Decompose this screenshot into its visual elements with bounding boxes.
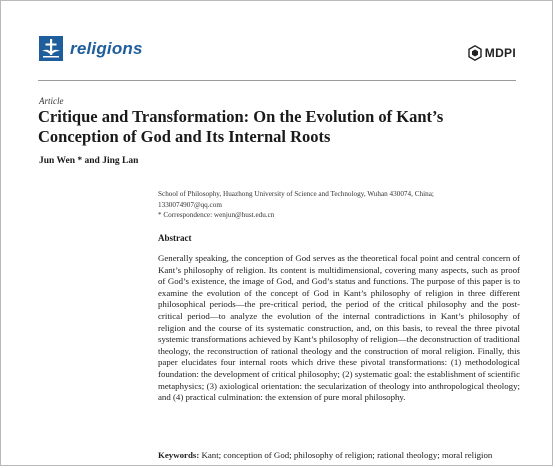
journal-logo-icon: [39, 36, 63, 61]
keywords-label: Keywords:: [158, 450, 200, 460]
affiliation: School of Philosophy, Huazhong University of Science and Technology, Wuhan 430074, China; 1330074907@qq.com: [158, 190, 434, 209]
journal-name: religions: [70, 39, 143, 58]
header-divider: [38, 80, 516, 81]
correspondence: * Correspondence: wenjun@hust.edu.cn: [158, 211, 275, 219]
abstract-heading: Abstract: [158, 233, 192, 243]
publisher-logo: [468, 41, 516, 65]
abstract-text: Generally speaking, the conception of God serves as the theoretical focal point and central concern of Kant’s philosophy of religion. Its content is multidimensional, covering many aspects, such as proof of God’s existence, the image of God, and God’s status and functions. The purpose of this paper is to examine the evolution of the concept of God in Kant’s philosophy of religion in three different philosophical periods—the pre-critical period, the period of the critical philosophy and the post-critical period—to analyze the evolution of the internal contradictions in Kant’s philosophy of religion and the course of its systematic construction, and, on this basis, to reveal the three pivotal systemic transformations achieved by Kant’s philosophy of religion—the deconstruction of traditional theology, the reconstruction of rational theology and the construction of moral religion. Finally, this paper elucidates four internal roots which drive these pivotal transformations: (1) methodological foundation: the development of critical philosophy; (2) systematic goal: the establishment of scientific metaphysics; (3) axiological orientation: the secularization of theology into anthropological theology; and (4) practical culmination: the extension of pure moral philosophy.: [158, 253, 521, 403]
article-type: Article: [39, 96, 64, 106]
article-title: Critique and Transformation: On the Evolution of Kant’s Conception of God and Its Internal Roots: [38, 107, 444, 146]
affiliation-block: [158, 189, 498, 221]
publisher-name: MDPI: [484, 46, 516, 60]
mdpi-hexagon-icon: [468, 45, 482, 61]
keywords: [158, 450, 523, 460]
author-list: Jun Wen * and Jing Lan: [39, 156, 139, 166]
keywords-list: Kant; conception of God; philosophy of religion; rational theology; moral religion: [201, 450, 493, 460]
